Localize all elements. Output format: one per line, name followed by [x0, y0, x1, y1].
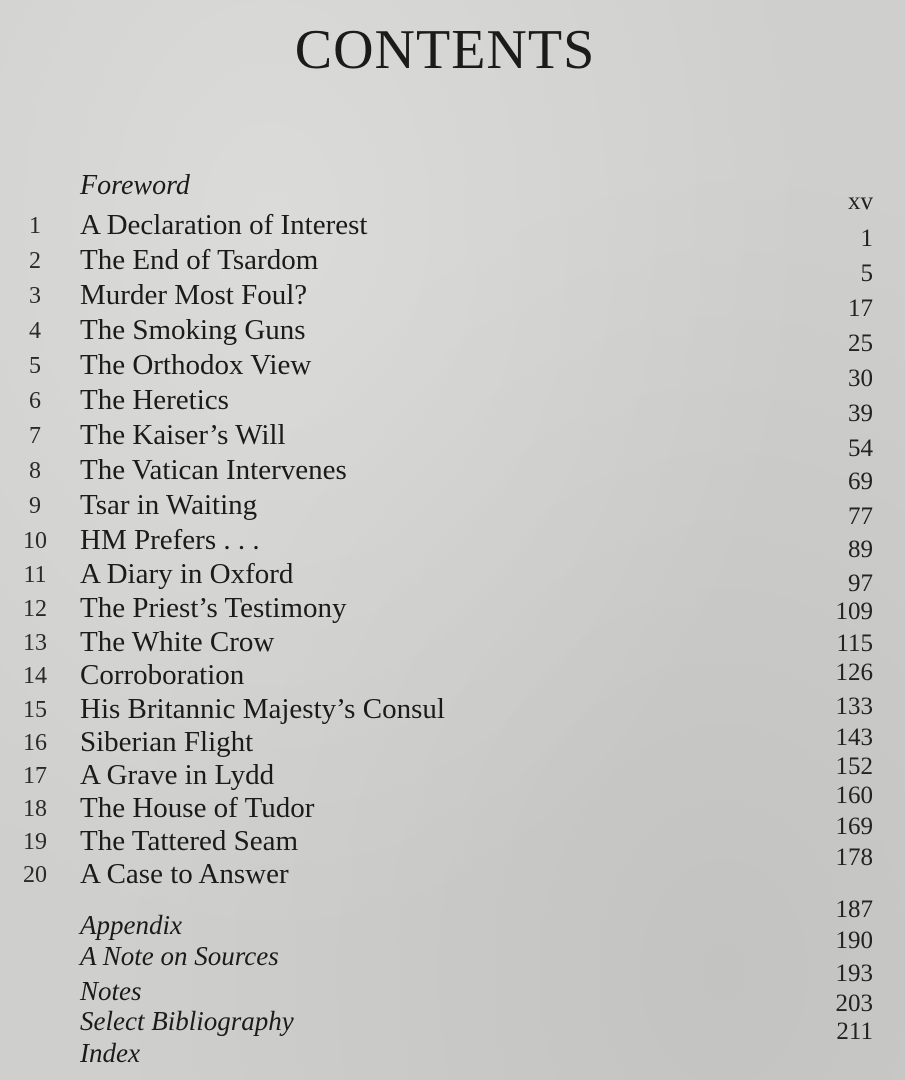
toc-entry-notes: [0, 960, 905, 1010]
back-matter-title: Notes: [80, 976, 142, 1006]
chapter-title: The Tattered Seam: [80, 825, 299, 857]
chapter-number: 10: [23, 528, 47, 554]
toc-entry-appendix: [0, 896, 905, 944]
toc-entry: [0, 489, 905, 530]
toc-page-number: 25: [848, 330, 873, 357]
chapter-title: The Vatican Intervenes: [80, 454, 347, 486]
chapter-title: The End of Tsardom: [80, 244, 319, 276]
chapter-number: 6: [29, 388, 41, 414]
chapter-number: 19: [23, 829, 47, 855]
chapter-title: Corroboration: [80, 659, 245, 691]
chapter-title: The White Crow: [80, 626, 275, 658]
chapter-number: 5: [29, 353, 41, 379]
toc-page-number: 5: [860, 260, 873, 287]
toc-entry: [0, 558, 905, 597]
chapter-number: 7: [29, 423, 41, 449]
chapter-title: A Declaration of Interest: [80, 209, 368, 241]
chapter-title: A Case to Answer: [80, 858, 289, 890]
toc-entry: [0, 349, 905, 392]
toc-entry: [0, 844, 905, 892]
chapter-title: The Smoking Guns: [80, 314, 306, 346]
chapter-number: 12: [23, 596, 47, 622]
toc-entry-foreword: [0, 170, 905, 215]
toc-entry: [0, 659, 905, 693]
chapter-title: His Britannic Majesty’s Consul: [80, 693, 445, 725]
toc-page-number: 77: [848, 503, 873, 530]
chapter-title: The Kaiser’s Will: [80, 419, 286, 451]
toc-page-number: 160: [835, 782, 873, 809]
chapter-title: The Heretics: [80, 384, 229, 416]
toc-page-number: 193: [835, 960, 873, 987]
back-matter-title: Index: [80, 1038, 140, 1068]
chapter-title: A Diary in Oxford: [80, 558, 294, 590]
toc-entry: [0, 726, 905, 760]
chapter-number: 18: [23, 796, 47, 822]
toc-page-number: 133: [835, 693, 873, 720]
chapter-number: 9: [29, 493, 41, 519]
toc-page-number: 211: [836, 1018, 873, 1045]
toc-page-number: 143: [835, 724, 873, 751]
chapter-number: 1: [29, 213, 41, 239]
toc-entry: [0, 314, 905, 357]
toc-page-number: 97: [848, 570, 873, 597]
chapter-number: 2: [29, 248, 41, 274]
toc-entry: [0, 813, 905, 859]
chapter-title: The House of Tudor: [80, 792, 315, 824]
toc-page-number: 39: [848, 400, 873, 427]
back-matter-title: Select Bibliography: [80, 1006, 294, 1036]
chapter-title: The Orthodox View: [80, 349, 312, 381]
chapter-number: 8: [29, 458, 41, 484]
toc-entry-sources: [0, 927, 905, 975]
toc-page-number: 109: [835, 598, 873, 625]
chapter-title: Siberian Flight: [80, 726, 254, 758]
toc-page-number: 152: [835, 753, 873, 780]
toc-page-number: 17: [848, 295, 873, 322]
toc-page-number: 187: [835, 896, 873, 923]
chapter-number: 14: [23, 663, 47, 689]
toc-entry: [0, 524, 905, 563]
toc-page-number: 169: [835, 813, 873, 840]
chapter-number: 11: [23, 562, 47, 588]
toc-entry: [0, 753, 905, 793]
toc-entry: [0, 419, 905, 462]
toc-label: Foreword: [80, 170, 190, 201]
toc-page-number: 30: [848, 365, 873, 392]
back-matter-title: Appendix: [80, 910, 182, 940]
toc-entry: [0, 209, 905, 252]
toc-entry: [0, 279, 905, 322]
toc-page-number: 203: [835, 990, 873, 1017]
toc-page-number: 178: [835, 844, 873, 871]
chapter-number: 20: [23, 862, 47, 888]
chapter-number: 15: [23, 697, 47, 723]
toc-entry: [0, 592, 905, 626]
toc-entry: [0, 454, 905, 495]
chapter-title: Tsar in Waiting: [80, 489, 258, 521]
toc-page-number: 126: [835, 659, 873, 686]
chapter-title: A Grave in Lydd: [80, 759, 275, 791]
toc-page-number: 89: [848, 536, 873, 563]
chapter-title: Murder Most Foul?: [80, 279, 308, 311]
chapter-title: The Priest’s Testimony: [80, 592, 347, 624]
toc-page-number: 115: [836, 630, 873, 657]
toc-entry: [0, 626, 905, 660]
chapter-title: HM Prefers . . .: [80, 524, 260, 556]
toc-page-number: 69: [848, 468, 873, 495]
toc-entry: [0, 693, 905, 727]
toc-page-number: 1: [860, 225, 873, 252]
page-title: CONTENTS: [294, 19, 596, 81]
back-matter-title: A Note on Sources: [80, 941, 279, 971]
toc-page-number: 190: [835, 927, 873, 954]
chapter-number: 16: [23, 730, 47, 756]
chapter-number: 4: [29, 318, 41, 344]
chapter-number: 3: [29, 283, 41, 309]
toc-page-number: 54: [848, 435, 873, 462]
toc-entry: [0, 244, 905, 287]
toc-page-number: xv: [848, 188, 873, 215]
toc-entry: [0, 782, 905, 826]
chapter-number: 17: [23, 763, 47, 789]
toc-entry: [0, 384, 905, 427]
chapter-number: 13: [23, 630, 47, 656]
